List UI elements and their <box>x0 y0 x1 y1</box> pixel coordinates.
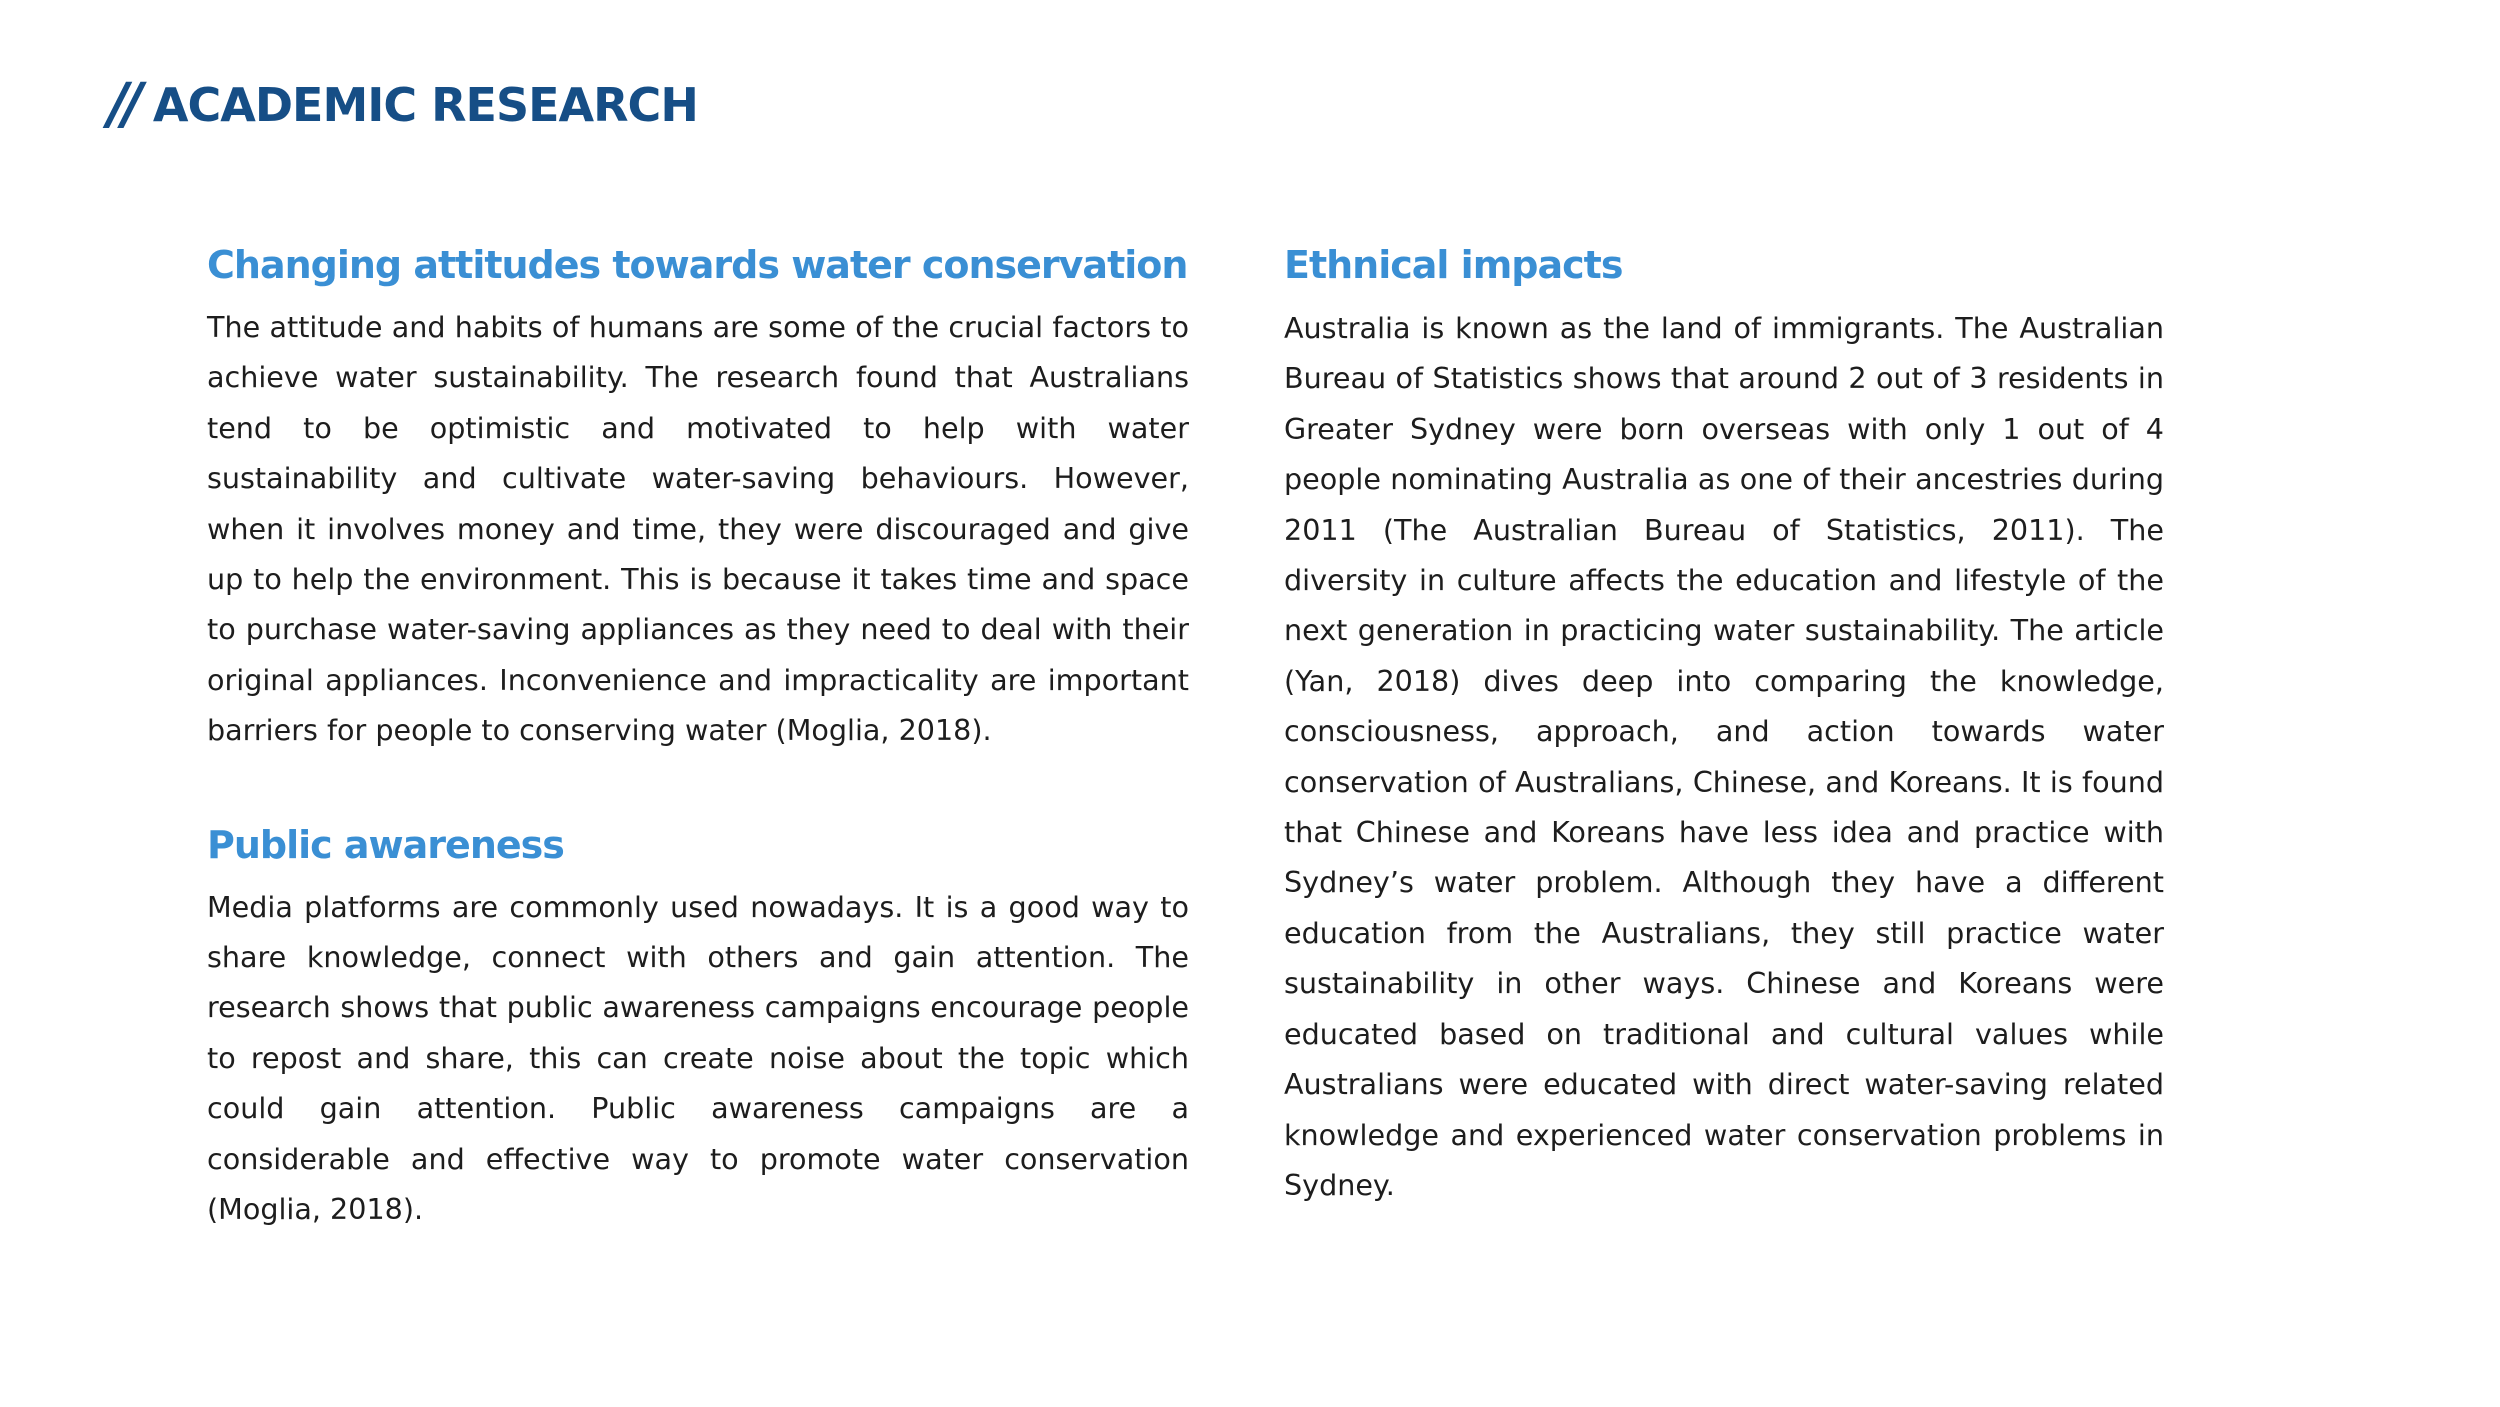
section-changing-attitudes <box>207 230 1189 756</box>
section-body: Australia is known as the land of immigrants. The Australian Bureau of Statistics shows that around 2 out of 3 residents in Greater Sydney were born overseas with only 1 out of 4 people nominating Australia as one of their ancestries during 2011 (The Australian Bureau of Statistics, 2011). The diversity in culture affects the education and lifestyle of the next generation in practicing water sustainability. The article (Yan, 2018) dives deep into comparing the knowledge, consciousness, approach, and action towards water conservation of Australians, Chinese, and Koreans. It is found that Chinese and Koreans have less idea and practice with Sydney’s water problem. Although they have a different education from the Australians, they still practice water sustainability in other ways. Chinese and Koreans were educated based on traditional and cultural values while Australians were educated with direct water-saving related knowledge and experienced water conservation problems in Sydney. <box>1284 311 2164 1202</box>
section-heading: Public awareness <box>207 822 564 867</box>
section-body: Media platforms are commonly used nowadays. It is a good way to share knowledge, connect with others and gain attention. The research shows that public awareness campaigns encourage people to repost and share, this can create noise about the topic which could gain attention. Public awareness campaigns are a considerable and effective way to promote water conservation (Moglia, 2018). <box>207 889 1189 1227</box>
header-slashes-decoration: // <box>108 72 137 137</box>
left-column <box>207 230 1189 1235</box>
section-public-awareness <box>207 810 1189 1235</box>
page-title: ACADEMIC RESEARCH <box>152 78 698 132</box>
section-spacer <box>207 756 1189 810</box>
section-heading: Changing attitudes towards water conservation <box>207 243 1188 287</box>
section-ethnical-impacts <box>1284 230 2164 1210</box>
section-body: The attitude and habits of humans are some of the crucial factors to achieve water sustainability. The research found that Australians tend to be optimistic and motivated to help with water sustainability and cultivate water-saving behaviours. However, when it involves money and time, they were discouraged and give up to help the environment. This is because it takes time and space to purchase water-saving appliances as they need to deal with their original appliances. Inconvenience and impracticality are important barriers for people to conserving water (Moglia, 2018). <box>207 310 1189 748</box>
page-header <box>108 74 698 136</box>
right-column <box>1284 230 2164 1210</box>
section-heading: Ethnical impacts <box>1284 243 1623 287</box>
